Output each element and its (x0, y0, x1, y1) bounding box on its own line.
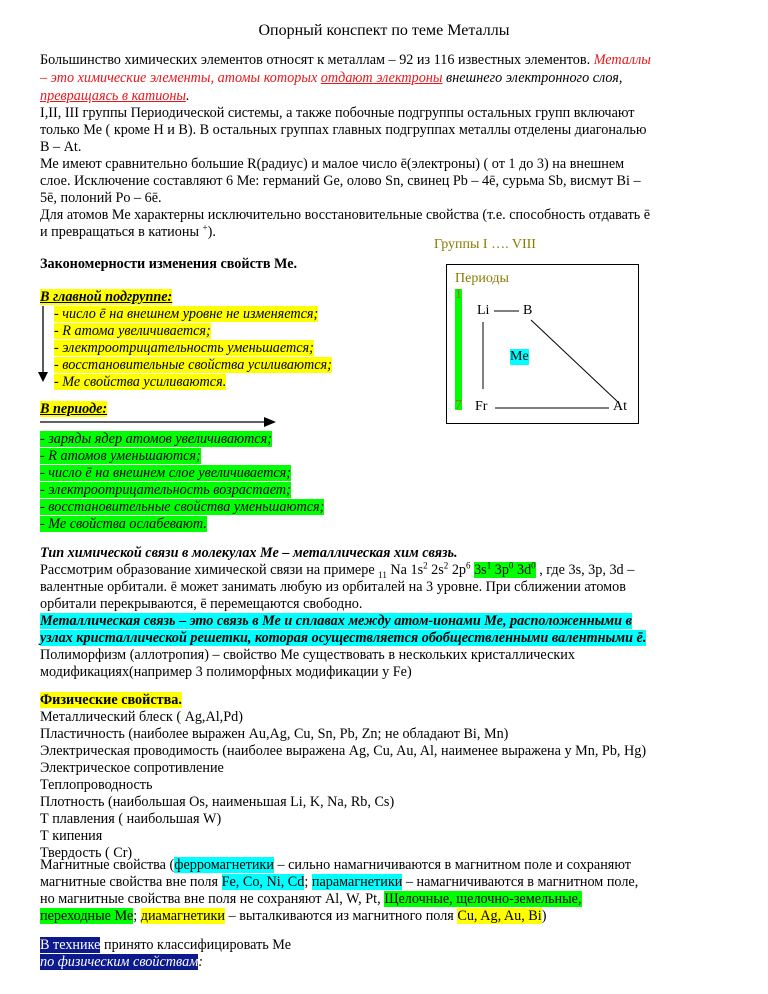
list-item-text: Электрическая проводимость (наиболее выражена Ag, Cu, Au, Al, наименее выражена у Mn, Pb, Hg) (40, 743, 647, 759)
list-item-text: - заряды ядер атомов увеличиваются; (40, 431, 272, 447)
list-item-text: Плотность (наибольшая Os, наименьшая Li, K, Na, Rb, Cs) (40, 794, 395, 810)
magnetic-text: магнитные свойства вне поля (40, 874, 222, 890)
right-arrow-icon (40, 416, 276, 428)
intro-line-1 (40, 52, 651, 69)
list-item-text: - электроотрицательность возрастает; (40, 482, 291, 498)
magnetic-line-1 (40, 857, 631, 874)
intro-text: ). (207, 224, 216, 240)
intro-line-2 (40, 70, 622, 87)
list-item-text: Т плавления ( наибольшая W) (40, 811, 222, 827)
list-item-text: Пластичность (наиболее выражен Au,Ag, Cu, Sn, Pb, Zn; не обладают Bi, Mn) (40, 726, 509, 742)
groups-label: Группы I …. VIII (434, 237, 536, 252)
main-item (54, 323, 211, 340)
bond-line-1 (40, 562, 634, 579)
technique-line-1 (40, 937, 291, 954)
technique-line-2 (40, 954, 203, 971)
bond-text: , где 3s, 3p, 3d – (535, 562, 635, 578)
intro-text: Большинство химических элементов относят к металлам – 92 из 116 известных элементов. (40, 52, 594, 68)
list-item-text: - Ме свойства усиливаются. (54, 374, 227, 390)
definition-text: внешнего электронного слоя, (442, 70, 623, 86)
period-first: 1 (455, 287, 462, 302)
dia-elements: Cu, Ag, Au, Bi (457, 908, 542, 924)
list-item-text: - число ē на внешнем слое увеличивается; (40, 465, 292, 481)
give-electrons-phrase: отдают электроны (320, 70, 443, 86)
list-item-text: Электрическое сопротивление (40, 760, 224, 776)
element-li: Li (477, 303, 490, 318)
list-item-text: Металлический блеск ( Ag,Al,Pd) (40, 709, 243, 725)
list-item-text: Т кипения (40, 828, 103, 844)
definition-text: – это химические элементы, атомы которых (40, 70, 321, 86)
list-item-text: - Ме свойства ослабевают. (40, 516, 207, 532)
list-item-text: - R атомов уменьшаются; (40, 448, 201, 464)
para-elements: переходные Ме (40, 908, 134, 924)
config-part: Na 1s (386, 562, 424, 578)
diamagnetics-term: диамагнетики (140, 908, 226, 924)
magnetic-text: ; (133, 908, 141, 924)
bond-text: Рассмотрим образование химической связи на примере (40, 562, 379, 578)
metals-zone-label: Me (510, 349, 529, 364)
periodic-table-diagram (446, 264, 639, 424)
cation-superscript: + (202, 222, 208, 233)
definition-highlight: узлах кристаллической решетки, которая осуществляется обобществленными валентными ē. (40, 630, 647, 646)
intro-line-11 (40, 224, 216, 241)
bond-line-2: валентные орбитали. ē может занимать любую из орбиталей на 3 уровне. При сближении атомов (40, 579, 626, 595)
orbital: 3s (474, 562, 487, 578)
magnetic-text: но магнитные свойства вне поля не сохраняют Al, W, Pt, (40, 891, 385, 907)
period-item (40, 516, 207, 533)
main-subgroup-heading-row (40, 289, 172, 306)
period-item (40, 482, 291, 499)
magnetic-text: ) (541, 908, 547, 924)
period-heading: В периоде: (40, 401, 108, 417)
phys-item (40, 811, 221, 828)
config-sup: 6 (466, 560, 471, 571)
period-item (40, 465, 291, 482)
list-item-text: Твердость ( Cr) (40, 845, 133, 861)
bond-heading: Тип химической связи в молекулах Ме – металлическая хим связь. (40, 545, 458, 561)
intro-line-7: Ме имеют сравнительно большие R(радиус) и малое число ē(электроны) ( от 1 до 3) на внешнем (40, 156, 625, 172)
bond-definition-1 (40, 613, 632, 630)
technique-text: принято классифицировать Ме (100, 937, 292, 953)
intro-line-8: слое. Исключение составляют 6 Ме: германий Ge, олово Sn, свинец Pb – 4ē, сурьма Sb, висмут Bi – (40, 173, 641, 189)
element-b: B (523, 303, 533, 318)
phys-item (40, 743, 646, 760)
valence-orbitals (474, 562, 536, 578)
element-at: At (613, 399, 627, 414)
physical-heading-row (40, 692, 182, 709)
magnetic-line-2 (40, 874, 638, 891)
physical-heading: Физические свойства. (40, 692, 182, 708)
intro-line-4: I,II, III группы Периодической системы, а также побочные подгруппы остальных групп включают (40, 105, 635, 121)
atomic-number: 11 (378, 569, 387, 580)
paramagnetics-term: парамагнетики (311, 874, 403, 890)
physical-classification-term: по физическим свойствам (40, 954, 199, 970)
period-item (40, 431, 272, 448)
bond-definition-2 (40, 630, 646, 647)
intro-line-9: 5ē, полоний Po – 6ē. (40, 190, 162, 206)
down-arrow-icon (38, 306, 48, 382)
list-item-text: - электроотрицательность уменьшается; (54, 340, 314, 356)
config-part: 2s (427, 562, 444, 578)
config-sup: 2 (443, 560, 449, 571)
phys-item (40, 777, 152, 794)
orbital-sup: 0 (531, 560, 536, 571)
config-part: 2p (448, 562, 467, 578)
list-item-text: - восстановительные свойства уменьшаются; (40, 499, 325, 515)
list-item-text: - R атома увеличивается; (54, 323, 211, 339)
config-sup: 2 (423, 560, 428, 571)
bond-line-3: орбитали перекрываются, ē перемещаются свободно. (40, 596, 363, 612)
intro-line-6: В – At. (40, 139, 82, 155)
orbital-sup: 0 (508, 560, 514, 571)
ferro-elements: Fe, Co, Ni, Cd (221, 874, 305, 890)
list-item-text: - восстановительные свойства усиливаются; (54, 357, 332, 373)
magnetic-text: – выталкиваются из магнитного поля (225, 908, 458, 924)
diagonal-lines (447, 265, 638, 423)
phys-item (40, 794, 394, 811)
para-elements: Щелочные, щелочно-земельные, (384, 891, 582, 907)
main-item (54, 357, 332, 374)
polymorphism-line-2: модификациях(например 3 полиморфных модификации у Fe) (40, 664, 412, 680)
metals-term: Металлы (593, 52, 651, 68)
period-item (40, 448, 201, 465)
orbital: 3d (513, 562, 532, 578)
polymorphism-line-1: Полиморфизм (аллотропия) – свойство Ме существовать в нескольких кристаллических (40, 647, 575, 663)
phys-item (40, 828, 102, 845)
magnetic-text: – сильно намагничиваются в магнитном поле и сохраняют (273, 857, 631, 873)
period-last: 7 (455, 398, 462, 413)
trends-heading: Закономерности изменения свойств Ме. (40, 256, 298, 272)
technique-term: В технике (40, 937, 101, 953)
cation-phrase: превращаясь в катионы (40, 88, 187, 104)
phys-item (40, 726, 508, 743)
phys-item (40, 709, 243, 726)
intro-line-3 (40, 88, 190, 105)
intro-line-10: Для атомов Ме характерны исключительно восстановительные свойства (т.е. способность отдавать ē (40, 207, 651, 223)
ferromagnetics-term: ферромагнетики (174, 857, 274, 873)
main-item (54, 374, 226, 391)
technique-text: : (198, 954, 203, 970)
main-subgroup-heading: В главной подгруппе: (40, 289, 173, 305)
magnetic-text: Магнитные свойства ( (40, 857, 175, 873)
intro-line-5: только Ме ( кроме Н и В). В остальных группах главных подгруппах металлы отделены диагональю (40, 122, 647, 138)
orbital: 3p (491, 562, 509, 578)
list-item-text: Теплопроводность (40, 777, 153, 793)
magnetic-text: – намагничиваются в магнитном поле, (402, 874, 639, 890)
periods-label: Периоды (455, 271, 509, 286)
intro-text: и превращаться в катионы (40, 224, 203, 240)
period-item (40, 499, 324, 516)
element-fr: Fr (475, 399, 488, 414)
page-title: Опорный конспект по теме Металлы (258, 22, 510, 39)
orbital-sup: 1 (486, 560, 492, 571)
main-item (54, 340, 314, 357)
phys-item (40, 760, 224, 777)
magnetic-text: ; (304, 874, 312, 890)
list-item-text: - число ē на внешнем уровне не изменяется; (54, 306, 319, 322)
main-item (54, 306, 318, 323)
period-mark: . (186, 88, 190, 104)
magnetic-line-3 (40, 891, 582, 908)
magnetic-line-4 (40, 908, 546, 925)
definition-highlight: Металлическая связь – это связь в Ме и сплавах между атом-ионами Ме, расположенными в (40, 613, 632, 629)
